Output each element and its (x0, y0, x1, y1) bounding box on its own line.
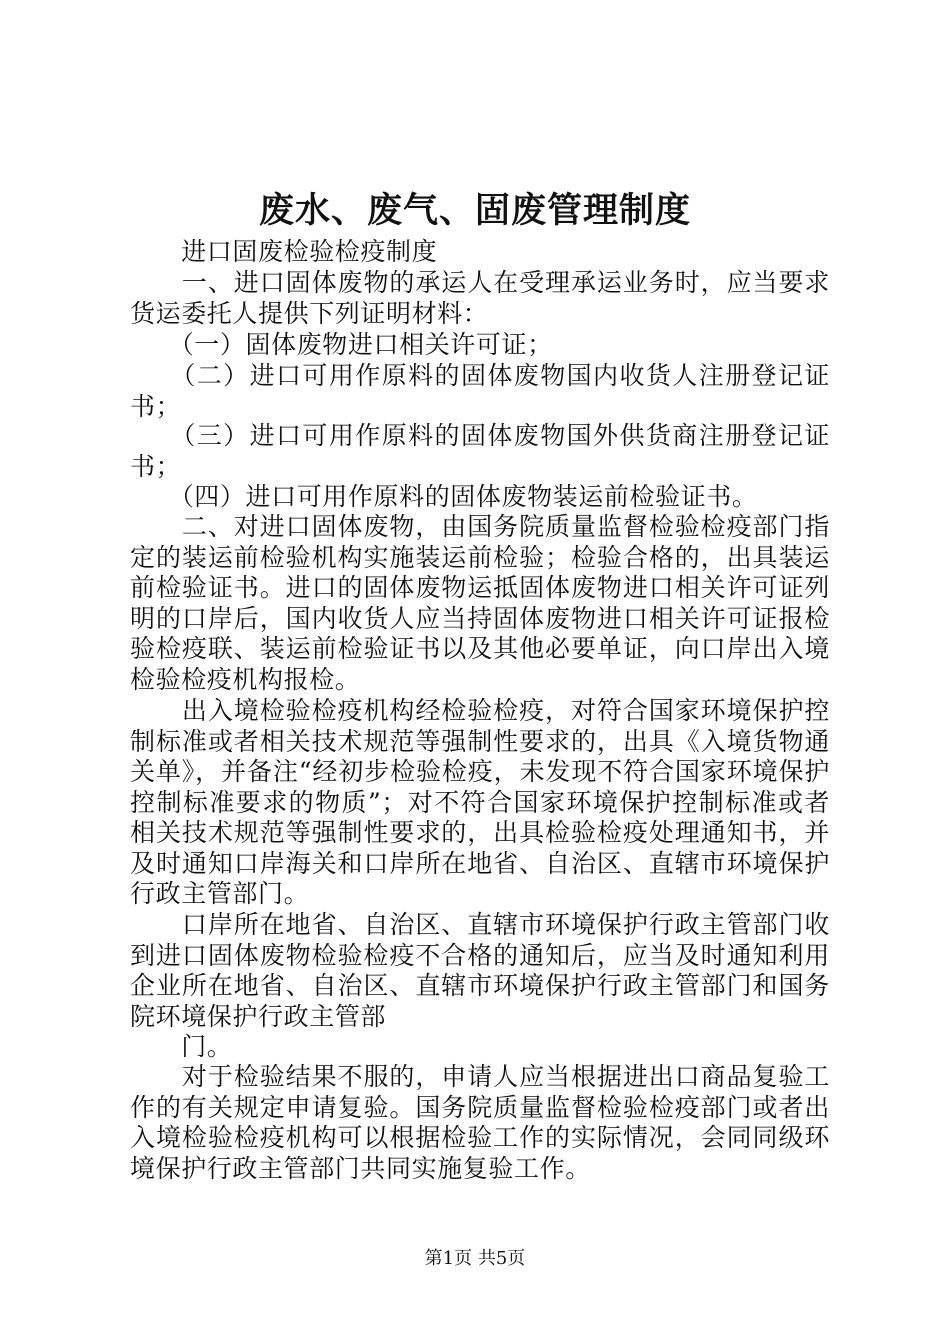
paragraph-1: 一、进口固体废物的承运人在受理承运业务时，应当要求货运委托人提供下列证明材料： (130, 268, 830, 328)
paragraph-item-3: （三）进口可用作原料的固体废物国外供货商注册登记证书； (130, 421, 830, 481)
paragraph-3: 出入境检验检疫机构经检验检疫，对符合国家环境保护控制标准或者相关技术规范等强制性要求的，出具《入境货物通关单》，并备注“经初步检验检疫，未发现不符合国家环境保护控制标准要求的物质”；对不符合国家环境保护控制标准或者相关技术规范等强制性要求的，出具检验检疫处理通知书，并及时通知口岸海关和口岸所在地省、自治区、直辖市环境保护行政主管部门。 (130, 696, 830, 908)
document-title: 废水、废气、固废管理制度 (258, 190, 691, 231)
paragraph-heading: 进口固废检验检疫制度 (130, 237, 438, 266)
paragraph-4-continuation: 门。 (130, 1032, 233, 1061)
paragraph-item-2: （二）进口可用作原料的固体废物国内收货人注册登记证书； (130, 361, 830, 421)
paragraph-4: 口岸所在地省、自治区、直辖市环境保护行政主管部门收到进口固体废物检验检疫不合格的通知后，应当及时通知利用企业所在地省、自治区、直辖市环境保护行政主管部门和国务院环境保护行政主管部 (130, 910, 830, 1031)
paragraph-item-4: （四）进口可用作原料的固体废物装运前检验证书。 (130, 482, 758, 511)
paragraph-5: 对于检验结果不服的，申请人应当根据进出口商品复验工作的有关规定申请复验。国务院质量监督检验检疫部门或者出入境检验检疫机构可以根据检验工作的实际情况，会同同级环境保护行政主管部门共同实施复验工作。 (130, 1062, 830, 1183)
paragraph-2: 二、对进口固体废物，由国务院质量监督检验检疫部门指定的装运前检验机构实施装运前检验；检验合格的，出具装运前检验证书。进口的固体废物运抵固体废物进口相关许可证列明的口岸后，国内收货人应当持固体废物进口相关许可证报检验检疫联、装运前检验证书以及其他必要单证，向口岸出入境检验检疫机构报检。 (130, 512, 830, 694)
paragraph-item-1: （一）固体废物进口相关许可证； (130, 330, 553, 359)
page-number: 第1页 共5页 (424, 1248, 526, 1269)
